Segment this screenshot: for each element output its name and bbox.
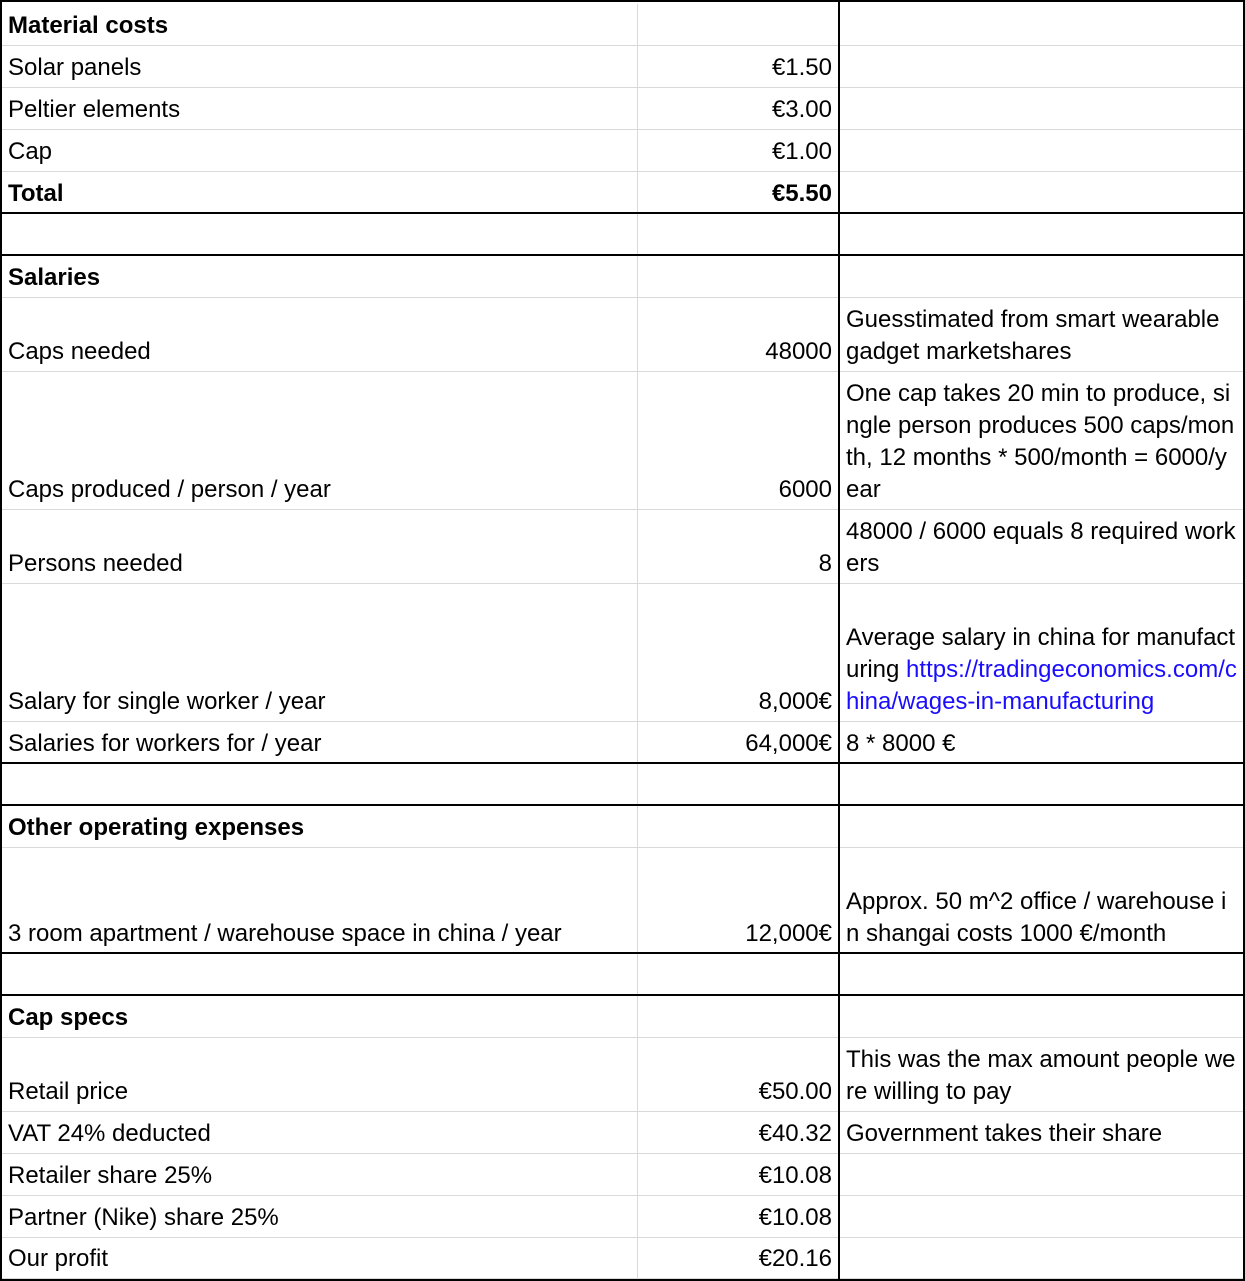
value-cell[interactable]: €1.00 <box>638 130 839 172</box>
table-row <box>0 584 1245 722</box>
value-cell[interactable]: €50.00 <box>638 1038 839 1112</box>
note-cell[interactable] <box>839 1154 1245 1196</box>
table-row <box>0 298 1245 372</box>
section-header-salaries[interactable]: Salaries <box>0 256 638 298</box>
note-cell[interactable] <box>839 954 1245 996</box>
table-row <box>0 88 1245 130</box>
note-cell[interactable] <box>839 722 1245 764</box>
note-text: Government takes their share <box>846 1120 1163 1147</box>
table-row <box>0 46 1245 88</box>
note-cell[interactable] <box>839 584 1245 722</box>
value-cell[interactable]: 12,000€ <box>638 848 839 954</box>
note-cell[interactable] <box>839 848 1245 954</box>
value-cell[interactable] <box>638 764 839 806</box>
table-row <box>0 256 1245 298</box>
note-cell[interactable] <box>839 1196 1245 1238</box>
label-cell[interactable] <box>0 954 638 996</box>
section-header-other-expenses[interactable]: Other operating expenses <box>0 806 638 848</box>
note-text: One cap takes 20 min to produce, single person produces 500 caps/month, 12 months * 500/month = 6000/year <box>846 380 1235 503</box>
note-text: Average salary in china for manufacturing <box>846 624 1236 683</box>
table-row <box>0 1154 1245 1196</box>
note-cell[interactable] <box>839 372 1245 510</box>
table-row <box>0 130 1245 172</box>
label-cell[interactable]: Salaries for workers for / year <box>0 722 638 764</box>
section-header-cap-specs[interactable]: Cap specs <box>0 996 638 1038</box>
table-row <box>0 372 1245 510</box>
note-cell[interactable] <box>839 298 1245 372</box>
value-cell[interactable]: €20.16 <box>638 1238 839 1279</box>
section-header-material-costs[interactable]: Material costs <box>0 4 638 46</box>
value-cell[interactable]: 64,000€ <box>638 722 839 764</box>
label-cell[interactable]: Retailer share 25% <box>0 1154 638 1196</box>
note-cell[interactable] <box>839 46 1245 88</box>
value-cell[interactable]: 48000 <box>638 298 839 372</box>
note-cell[interactable] <box>839 806 1245 848</box>
table-row <box>0 1112 1245 1154</box>
note-text-with-link <box>846 622 1238 718</box>
note-text: 48000 / 6000 equals 8 required workers <box>846 518 1236 577</box>
table-row <box>0 954 1245 996</box>
table-row <box>0 510 1245 584</box>
note-cell[interactable] <box>839 130 1245 172</box>
label-cell[interactable]: VAT 24% deducted <box>0 1112 638 1154</box>
label-cell[interactable]: Caps needed <box>0 298 638 372</box>
label-cell[interactable]: Partner (Nike) share 25% <box>0 1196 638 1238</box>
note-cell[interactable] <box>839 214 1245 256</box>
total-label-cell[interactable]: Total <box>0 172 638 214</box>
value-cell[interactable]: €3.00 <box>638 88 839 130</box>
label-cell[interactable]: Our profit <box>0 1238 638 1279</box>
note-text: This was the max amount people were willing to pay <box>846 1046 1236 1105</box>
table-row <box>0 1038 1245 1112</box>
table-row <box>0 806 1245 848</box>
note-text: 8 * 8000 € <box>846 730 956 757</box>
note-cell[interactable] <box>839 1112 1245 1154</box>
label-cell[interactable] <box>0 764 638 806</box>
note-cell[interactable] <box>839 996 1245 1038</box>
table-row <box>0 1238 1245 1279</box>
note-cell[interactable] <box>839 256 1245 298</box>
label-cell[interactable]: Solar panels <box>0 46 638 88</box>
tradingeconomics-link[interactable]: https://tradingeconomics.com/china/wages-in-manufacturing <box>846 656 1237 715</box>
value-cell[interactable] <box>638 954 839 996</box>
note-cell[interactable] <box>839 764 1245 806</box>
value-cell[interactable]: 6000 <box>638 372 839 510</box>
label-cell[interactable]: Cap <box>0 130 638 172</box>
table-row <box>0 214 1245 256</box>
label-cell[interactable] <box>0 214 638 256</box>
value-cell[interactable]: €1.50 <box>638 46 839 88</box>
note-text: Guesstimated from smart wearable gadget marketshares <box>846 306 1220 365</box>
note-cell[interactable] <box>839 1238 1245 1279</box>
note-cell[interactable] <box>839 510 1245 584</box>
value-cell[interactable] <box>638 996 839 1038</box>
value-cell[interactable]: 8 <box>638 510 839 584</box>
label-cell[interactable]: Salary for single worker / year <box>0 584 638 722</box>
label-cell[interactable]: Peltier elements <box>0 88 638 130</box>
table-row <box>0 172 1245 214</box>
value-cell[interactable] <box>638 806 839 848</box>
value-cell[interactable] <box>638 214 839 256</box>
label-cell[interactable]: 3 room apartment / warehouse space in china / year <box>0 848 638 954</box>
note-cell[interactable] <box>839 172 1245 214</box>
value-cell[interactable]: €10.08 <box>638 1196 839 1238</box>
label-cell[interactable]: Persons needed <box>0 510 638 584</box>
note-text: Approx. 50 m^2 office / warehouse in shangai costs 1000 €/month <box>846 888 1227 947</box>
table-row <box>0 764 1245 806</box>
value-cell[interactable]: 8,000€ <box>638 584 839 722</box>
table-row <box>0 1196 1245 1238</box>
note-cell[interactable] <box>839 1038 1245 1112</box>
value-cell[interactable]: €40.32 <box>638 1112 839 1154</box>
value-cell[interactable]: €10.08 <box>638 1154 839 1196</box>
table-row <box>0 848 1245 954</box>
value-cell[interactable] <box>638 4 839 46</box>
table-row <box>0 4 1245 46</box>
label-cell[interactable]: Caps produced / person / year <box>0 372 638 510</box>
label-cell[interactable]: Retail price <box>0 1038 638 1112</box>
note-cell[interactable] <box>839 88 1245 130</box>
table-row <box>0 722 1245 764</box>
table-row <box>0 996 1245 1038</box>
note-cell[interactable] <box>839 4 1245 46</box>
value-cell[interactable] <box>638 256 839 298</box>
total-value-cell[interactable]: €5.50 <box>638 172 839 214</box>
